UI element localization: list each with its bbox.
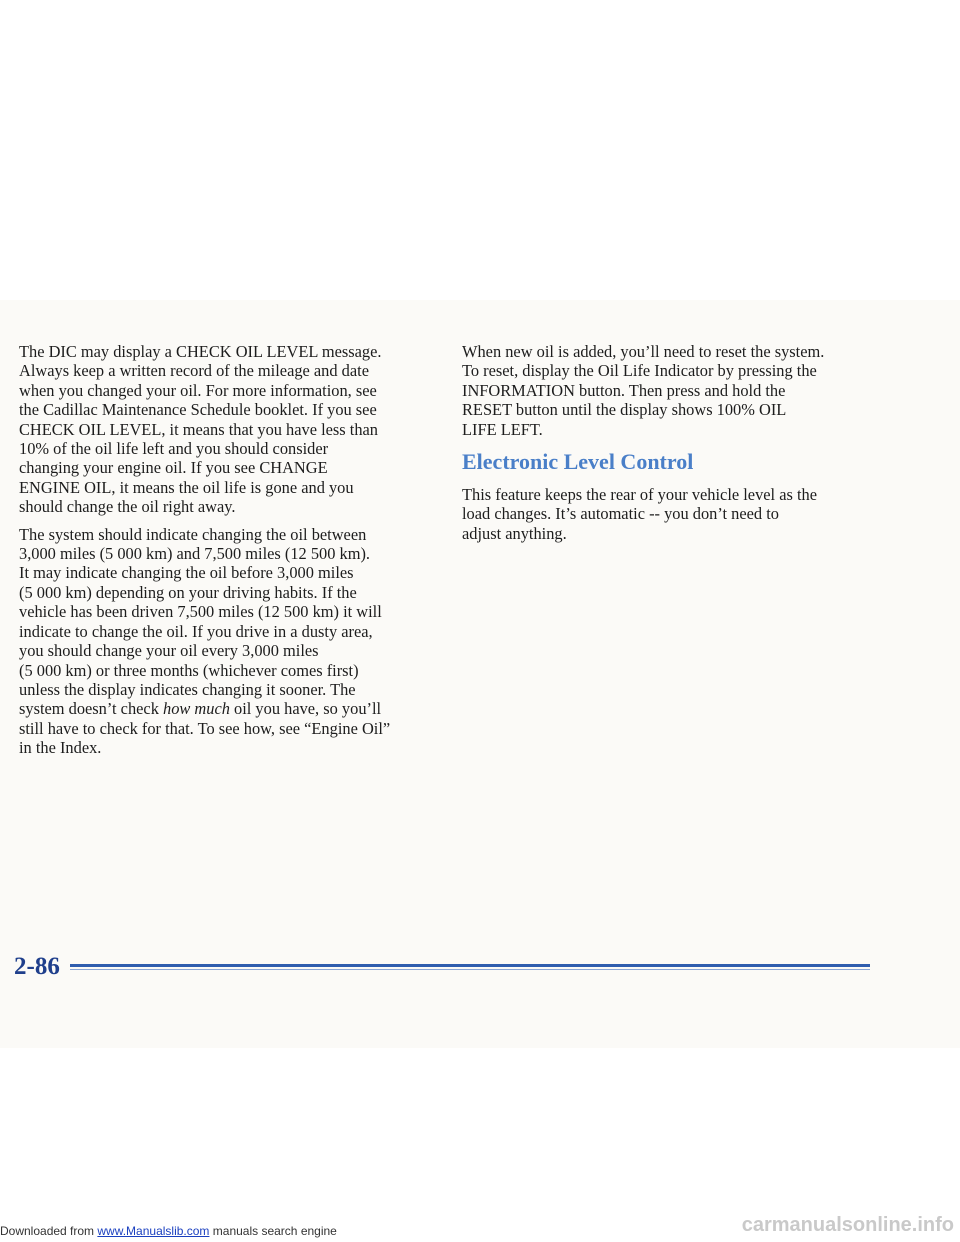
section-heading: Electronic Level Control xyxy=(462,449,694,475)
emphasis-how-much: how much xyxy=(163,699,230,719)
footer-rule-thin xyxy=(70,969,870,970)
right-column xyxy=(462,342,862,549)
text-run: oil you have, so you’ll xyxy=(229,699,382,719)
manualslib-link[interactable]: www.Manualslib.com xyxy=(97,1224,210,1238)
oil-message-paragraph xyxy=(19,342,427,517)
oil-change-interval-paragraph xyxy=(19,525,427,758)
text-line: still have to check for that. To see how, see “Engine Oil” xyxy=(19,718,391,738)
text-line: RESET button until the display shows 100% OIL xyxy=(462,400,787,420)
download-footer xyxy=(0,1224,337,1238)
text-line: This feature keeps the rear of your vehicle level as the xyxy=(462,485,817,505)
text-line: It may indicate changing the oil before 3,000 miles xyxy=(19,563,354,583)
footer-rule xyxy=(70,964,870,967)
text-line: Always keep a written record of the mileage and date xyxy=(19,361,369,381)
watermark-text: carmanualsonline.info xyxy=(741,1214,954,1236)
text-line: INFORMATION button. Then press and hold the xyxy=(462,380,786,400)
text-line: adjust anything. xyxy=(462,523,567,543)
text-line: 3,000 miles (5 000 km) and 7,500 miles (12 500 km). xyxy=(19,544,370,564)
footer-prefix: Downloaded from xyxy=(0,1224,98,1238)
text-line: the Cadillac Maintenance Schedule booklet. If you see xyxy=(19,400,377,420)
text-line: The DIC may display a CHECK OIL LEVEL message. xyxy=(19,342,382,361)
text-line: you should change your oil every 3,000 miles xyxy=(19,641,319,661)
text-line: unless the display indicates changing it sooner. The xyxy=(19,679,356,699)
text-line: To reset, display the Oil Life Indicator by pressing the xyxy=(462,361,817,381)
text-line: ENGINE OIL, it means the oil life is gone and you xyxy=(19,477,354,497)
text-run: system doesn’t check xyxy=(19,699,163,719)
reset-paragraph xyxy=(462,342,862,439)
text-line: 10% of the oil life left and you should consider xyxy=(19,439,329,459)
left-column xyxy=(19,342,427,766)
text-line: CHECK OIL LEVEL, it means that you have less than xyxy=(19,419,379,439)
level-control-paragraph xyxy=(462,485,862,543)
text-line: indicate to change the oil. If you drive in a dusty area, xyxy=(19,621,373,641)
text-line: (5 000 km) depending on your driving habits. If the xyxy=(19,582,357,602)
text-line: vehicle has been driven 7,500 miles (12 500 km) it will xyxy=(19,602,382,622)
text-line: when you changed your oil. For more information, see xyxy=(19,380,377,400)
text-line: should change the oil right away. xyxy=(19,497,236,517)
text-line xyxy=(19,699,427,718)
footer-suffix: manuals search engine xyxy=(209,1224,337,1238)
page-number: 2-86 xyxy=(14,953,60,980)
text-line: load changes. It’s automatic -- you don’t need to xyxy=(462,504,779,524)
text-line: When new oil is added, you’ll need to reset the system. xyxy=(462,342,825,361)
text-line: changing your engine oil. If you see CHANGE xyxy=(19,458,328,478)
text-line: (5 000 km) or three months (whichever comes first) xyxy=(19,660,359,680)
text-line: in the Index. xyxy=(19,738,102,758)
text-line: The system should indicate changing the oil between xyxy=(19,524,367,544)
text-line: LIFE LEFT. xyxy=(462,419,543,439)
